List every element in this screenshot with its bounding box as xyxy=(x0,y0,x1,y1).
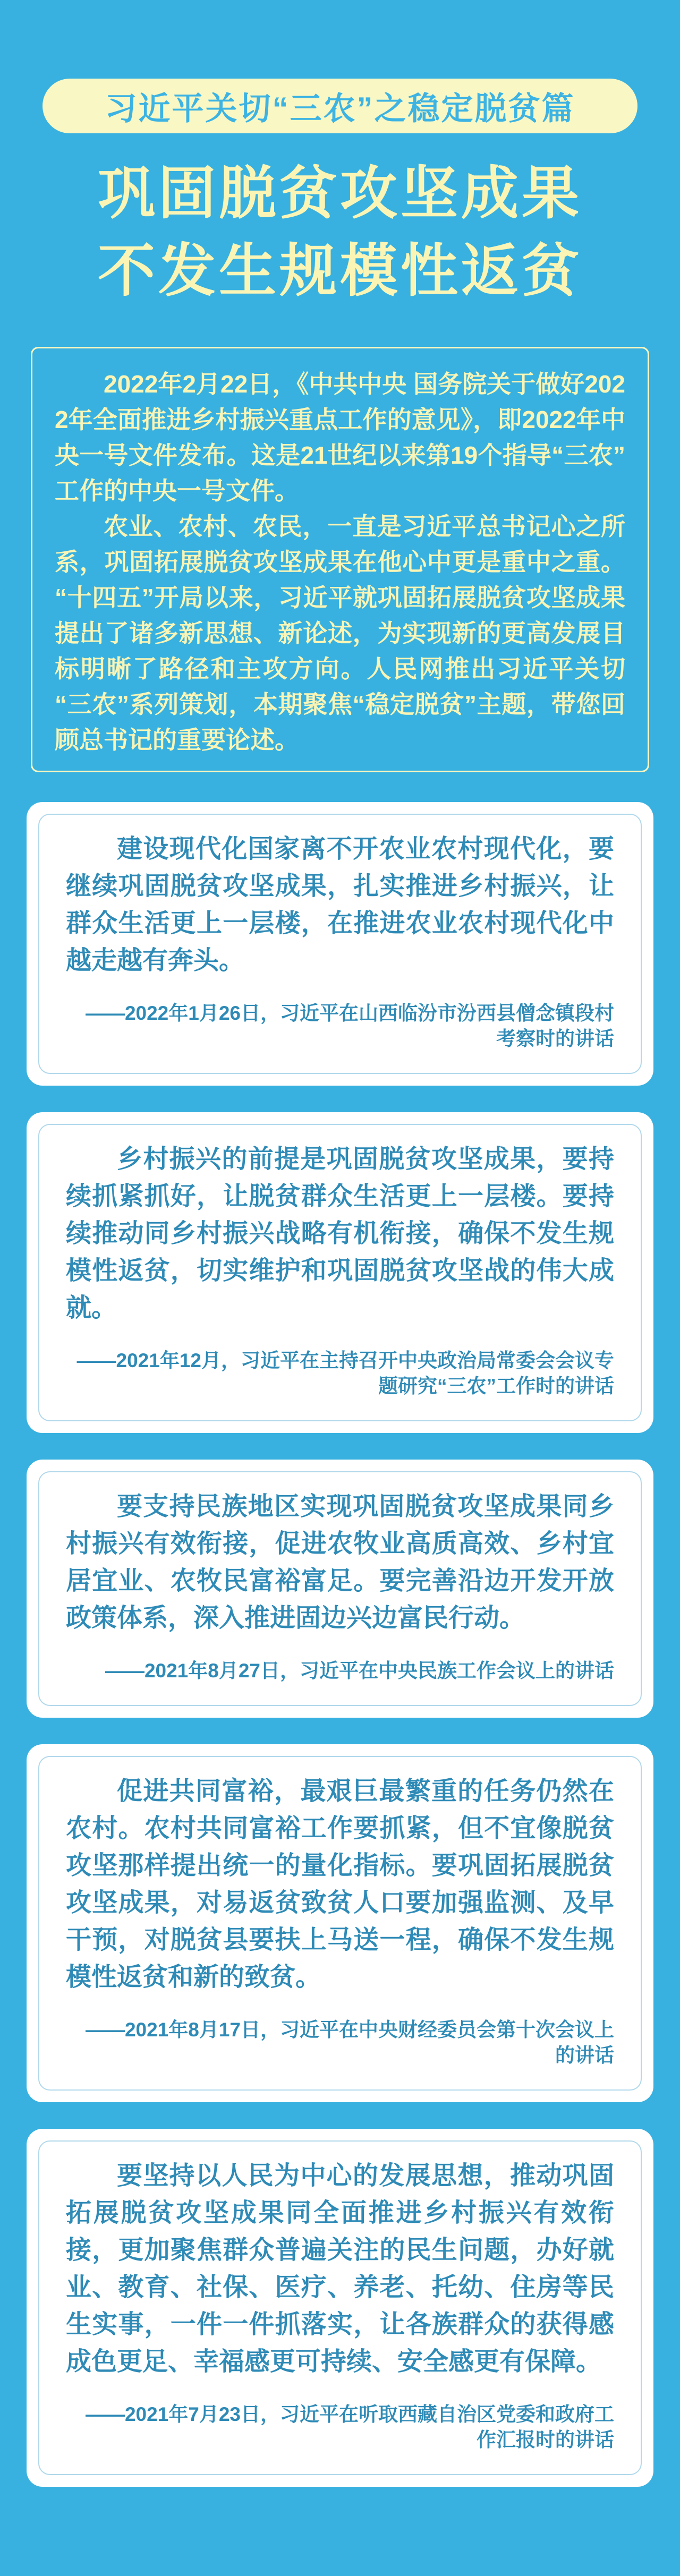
quote-text: 乡村振兴的前提是巩固脱贫攻坚成果，要持续抓紧抓好，让脱贫群众生活更上一层楼。要持续推动同乡村振兴战略有机衔接，确保不发生规模性返贫，切实维护和巩固脱贫攻坚战的伟大成就。 xyxy=(66,1145,614,1322)
quote-card-1 xyxy=(27,802,653,1086)
topic-pill-label: 习近平关切“三农”之稳定脱贫篇 xyxy=(105,90,575,126)
quote-card-5 xyxy=(27,2129,653,2487)
quote-text: 促进共同富裕，最艰巨最繁重的任务仍然在农村。农村共同富裕工作要抓紧，但不宜像脱贫攻坚那样提出统一的量化指标。要巩固拓展脱贫攻坚成果，对易返贫致贫人口要加强监测、及早干预，对脱贫县要扶上马送一程，确保不发生规模性返贫和新的致贫。 xyxy=(66,1777,614,1991)
quote-card-list xyxy=(0,802,680,2487)
quote-card-4-inner xyxy=(38,1756,642,2091)
quote-card-1-inner xyxy=(38,814,642,1074)
quote-source: ——2021年8月17日，习近平在中央财经委员会第十次会议上的讲话 xyxy=(85,2019,614,2066)
topic-pill xyxy=(42,79,638,133)
quote-card-3-inner xyxy=(38,1471,642,1706)
title-line-1: 巩固脱贫攻坚成果 xyxy=(97,161,582,225)
quote-source: ——2021年8月27日，习近平在中央民族工作会议上的讲话 xyxy=(105,1660,614,1682)
quote-text: 要坚持以人民为中心的发展思想，推动巩固拓展脱贫攻坚成果同全面推进乡村振兴有效衔接，更加聚焦群众普遍关注的民生问题，办好就业、教育、社保、医疗、养老、托幼、住房等民生实事，一件一件抓落实，让各族群众的获得感成色更足、幸福感更可持续、安全感更有保障。 xyxy=(66,2162,614,2376)
quote-card-2-inner xyxy=(38,1124,642,1421)
quote-source: ——2021年12月，习近平在主持召开中央政治局常委会会议专题研究“三农”工作时的讲话 xyxy=(76,1350,614,1397)
title-line-2: 不发生规模性返贫 xyxy=(97,238,582,303)
quote-source: ——2021年7月23日，习近平在听取西藏自治区党委和政府工作汇报时的讲话 xyxy=(85,2403,614,2451)
quote-source: ——2022年1月26日，习近平在山西临汾市汾西县僧念镇段村考察时的讲话 xyxy=(85,1002,614,1050)
intro-paragraph-2: 农业、农村、农民，一直是习近平总书记心之所系，巩固拓展脱贫攻坚成果在他心中更是重中之重。“十四五”开局以来，习近平就巩固拓展脱贫攻坚成果提出了诸多新思想、新论述，为实现新的更高发展目标明晰了路径和主攻方向。人民网推出习近平关切“三农”系列策划，本期聚焦“稳定脱贫”主题，带您回顾总书记的重要论述。 xyxy=(55,513,625,754)
quote-text: 建设现代化国家离不开农业农村现代化，要继续巩固脱贫攻坚成果，扎实推进乡村振兴，让群众生活更上一层楼，在推进农业农村现代化中越走越有奔头。 xyxy=(66,835,614,975)
quote-card-3 xyxy=(27,1460,653,1718)
quote-card-4 xyxy=(27,1744,653,2102)
quote-card-2 xyxy=(27,1112,653,1433)
page-title xyxy=(0,155,680,310)
intro-box xyxy=(31,347,649,772)
intro-paragraph-1: 2022年2月22日，《中共中央 国务院关于做好2022年全面推进乡村振兴重点工作的意见》，即2022年中央一号文件发布。这是21世纪以来第19个指导“三农”工作的中央一号文件。 xyxy=(55,370,625,505)
quote-text: 要支持民族地区实现巩固脱贫攻坚成果同乡村振兴有效衔接，促进农牧业高质高效、乡村宜居宜业、农牧民富裕富足。要完善沿边开发开放政策体系，深入推进固边兴边富民行动。 xyxy=(66,1492,614,1632)
quote-card-5-inner xyxy=(38,2140,642,2475)
